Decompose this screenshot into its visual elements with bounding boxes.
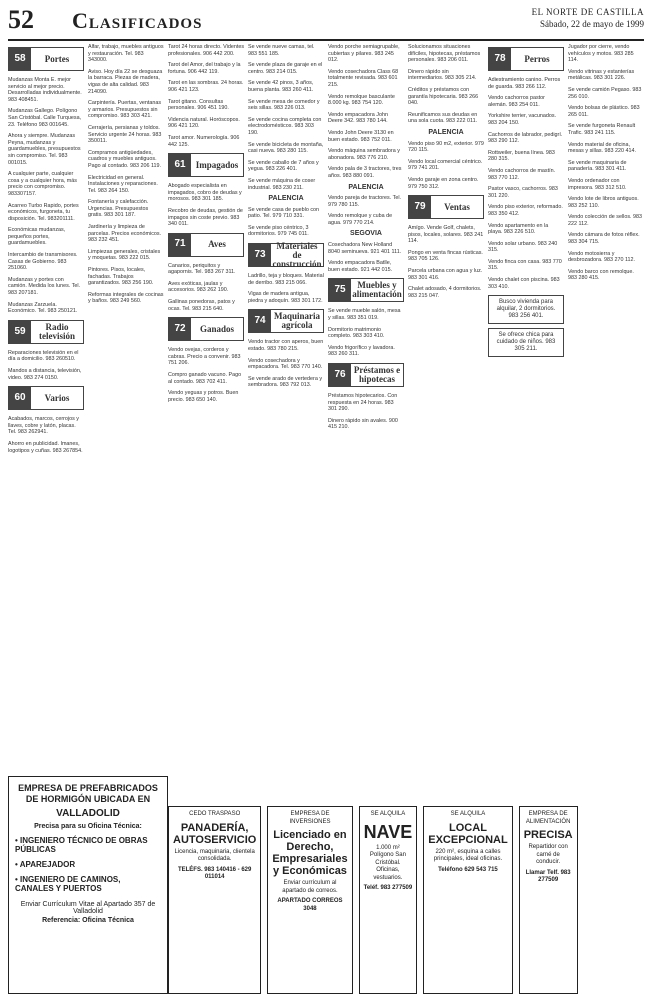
ad-body: Licencia, maquinaria, clientela consolidada.	[174, 848, 255, 862]
category-title: Muebles y alimentación	[352, 280, 402, 300]
listing: Créditos y préstamos con garantía hipotecaria. 983 266 040.	[408, 86, 479, 107]
listing: Cerrajería, persianas y toldos. Servicio urgente 24 horas. 983 350011.	[88, 124, 162, 145]
listing: Videncia natural. Horóscopos. 906 421 120.	[168, 116, 240, 130]
ad-body: Repartidor con carné de conducir.	[528, 844, 568, 865]
listing: Se vende arado de vertedera y sembradora. 983 792 013.	[248, 375, 323, 389]
display-ad	[267, 806, 352, 994]
listing: Adiestramiento canino. Perros de guarda. 983 266 112.	[488, 77, 561, 90]
advert-intro: Precisa para su Oficina Técnica:	[34, 823, 142, 830]
listing: Mudanzas Monta E. mejor servicio al mejor precio. Desarrolladas individualmente. 983 408451.	[8, 77, 82, 103]
page-header	[8, 5, 644, 41]
listing: Préstamos hipotecarios. Con respuesta en 24 horas. 983 301 290.	[328, 393, 398, 413]
listing: Reunificamos sus deudas en una sola cuota. 983 222 011.	[408, 111, 478, 125]
listing: Pongo en venta fincas rústicas. 983 705 126.	[408, 249, 483, 263]
listing: Vendo material de oficina, mesas y sillas. 983 220 414.	[568, 141, 637, 155]
listing: Vendo cachorros pastor alemán. 983 254 011.	[488, 95, 545, 108]
listing: Dinero rápido sin avales. 900 415 210.	[328, 417, 398, 431]
listing: Se vende furgoneta Renault Trafic. 983 241 115.	[568, 123, 636, 136]
category-number: 74	[249, 310, 271, 332]
job-advert	[8, 776, 168, 994]
listing: Vendo pala de 3 tractores, tres años. 983 880 091.	[328, 166, 402, 179]
listing: Tarot 24 horas directo. Videntes profesionales. 906 442 200.	[168, 44, 244, 57]
category-number: 75	[329, 279, 351, 301]
listing: Se vende plaza de garaje en el centro. 983 214 015.	[248, 62, 323, 75]
province-subhead: PALENCIA	[268, 195, 304, 203]
listing: Se vende maquinaria de panadería. 983 301 411.	[568, 159, 627, 173]
listing: Vendo finca con casa. 983 770 315.	[488, 258, 562, 272]
listing: Vendo cosechadora y empacadora. Tel. 983 770 140.	[248, 357, 323, 371]
listing: Ladrillo, teja y bloques. Material de derribo. 983 215 066.	[248, 273, 324, 286]
listing: Vendo remolque y cuba de agua. 979 770 214.	[328, 213, 393, 226]
listing: Vendo tractor con aperos, buen estado. 983 780 215.	[248, 339, 324, 353]
category-number: 78	[489, 48, 511, 70]
listing: Se vende mueble salón, mesa y sillas. 983 351 019.	[328, 308, 401, 322]
advert-heading: EMPRESA DE PREFABRICADOS DE HORMIGÓN UBICADA EN	[18, 783, 158, 804]
ad-title: PRECISA	[523, 829, 573, 841]
small-box-ad: Busco vivienda para alquilar, 2 dormitorios. 983 256 401.	[488, 295, 564, 324]
listing: Tarot en las sombras. 24 horas. 906 421 123.	[168, 80, 244, 93]
listing: Solucionamos situaciones difíciles, hipotecas, préstamos personales. 983 206 011.	[408, 44, 481, 64]
ad-top: EMPRESA DE ALIMENTACIÓN	[525, 811, 571, 825]
listing: Vendo ovejas, corderos y cabras. Precio a convenir. 983 751 206.	[168, 347, 241, 367]
listing: Yorkshire terrier, vacunados. 983 204 150.	[488, 113, 557, 126]
listing: Vendo máquina sembradora y abonadora. 983 776 210.	[328, 148, 400, 161]
listing: A cualquier parte, cualquier cosa y a cualquier hora, más precio con compromiso. 983307157.	[8, 171, 77, 197]
category-header	[8, 47, 84, 71]
ad-top: SE ALQUILA	[450, 811, 486, 817]
listing: Limpiezas generales, cristales y moquetas. 983 222 015.	[88, 248, 161, 262]
listing: Carpintería. Puertas, ventanas y armarios. Presupuestos sin compromiso. 983 303 421.	[88, 100, 162, 120]
ad-phone: Teléfono 629 543 715	[438, 866, 498, 873]
category-title: Ventas	[444, 201, 470, 212]
listing: Vendo yeguas y potros. Buen precio. 983 650 140.	[168, 390, 239, 403]
publication-date: Sábado, 22 de mayo de 1999	[540, 19, 644, 29]
listing: Dormitorio matrimonio completo. 983 303 410.	[328, 326, 385, 340]
listing: Amígo. Vende Golf, chalets, pisos, locales, solares. 983 241 114.	[408, 225, 484, 245]
listing: Tarot del Amor, del trabajo y la fortuna. 906 442 119.	[168, 62, 241, 75]
display-ad	[168, 806, 261, 994]
category-number: 76	[329, 364, 351, 386]
listing: Vendo porche semiagrupable, cubiertas y pilares. 983 245 012.	[328, 44, 400, 64]
listing: Pastor vasco, cachorros. 983 301 220.	[488, 186, 558, 199]
display-ad	[359, 806, 418, 994]
ad-body: 1.000 m² Polígono San Cristóbal. Oficinas, vestuarios.	[369, 844, 406, 881]
position-item: • INGENIERO DE CAMINOS, CANALES Y PUERTOS	[15, 875, 121, 893]
ad-phone: TELÉFS. 983 140416 - 629 011014	[177, 866, 252, 880]
listing: Recobro de deudas, gestión de impagos sin coste previo. 983 340 011.	[168, 207, 243, 228]
category-title: Aves	[208, 239, 226, 250]
listing: Se vende 42 pinos, 3 años, buena planta. 983 260 411.	[248, 80, 314, 93]
display-ad	[423, 806, 512, 994]
listing: Vendo bolsas de plástico. 983 265 011.	[568, 105, 640, 118]
ad-phone: APARTADO CORREOS 3048	[277, 898, 343, 912]
listing: Vendo vitrinas y estanterías metálicas. 983 301 226.	[568, 68, 635, 82]
listing: Cachorros de labrador, pedigrí. 983 290 112.	[488, 131, 563, 145]
category-number: 59	[9, 321, 31, 343]
listing: Vendo colección de sellos. 983 222 112.	[568, 214, 643, 227]
position-item: • INGENIERO TÉCNICO DE OBRAS PÚBLICAS	[15, 836, 148, 854]
listing: Mudanzas Zarzuela. Económico. Tel. 983 250121.	[8, 301, 78, 315]
listing: Tarot amor. Numerología. 906 442 125.	[168, 134, 240, 148]
ad-title: PANADERÍA, AUTOSERVICIO	[173, 821, 257, 846]
listing: Electricidad en general. Instalaciones y reparaciones. Tel. 983 264 150.	[88, 174, 158, 194]
listing: Vendo motosierra y desbrozadora. 983 270 112.	[568, 250, 636, 264]
listing: Ahorro en publicidad. Imanes, logotipos y cuñas. 983 267854.	[8, 440, 83, 454]
province-subhead: SEGOVIA	[350, 230, 382, 238]
page-number: 52	[8, 5, 34, 34]
listing: Vendo empacadora John Deere 342. 983 780 144.	[328, 111, 388, 125]
ad-phone: Teléf. 983 277509	[363, 885, 413, 891]
listing: Parcela urbana con agua y luz. 983 301 416.	[408, 268, 483, 281]
listing: Alfar, trabajo, muebles antiguos y restauración. Tel. 983 343000.	[88, 44, 164, 64]
listing: Aves exóticas, jaulas y accesorios. 983 262 190.	[168, 280, 229, 294]
listing: Se vende caballo de 7 años y yegua. 983 226 401.	[248, 159, 319, 173]
listing: Vendo ordenador con impresora. 983 312 510.	[568, 177, 627, 191]
category-title: Ganados	[199, 323, 234, 334]
listing: Fontanería y calefacción. Urgencias. Presupuestos gratis. 983 301 187.	[88, 199, 149, 219]
column-8	[568, 44, 644, 994]
category-header	[8, 386, 84, 410]
listing: Acarreo Turbo Rapido, portes económicos, furgoneta, tu disposición. Tel. 983201111.	[8, 202, 79, 222]
listing: Se vende camión Pegaso. 983 256 010.	[568, 86, 642, 100]
category-header	[168, 317, 244, 341]
category-header	[168, 153, 244, 177]
listing: Vendo frigorífico y lavadora. 983 260 311.	[328, 344, 395, 358]
display-ads-row	[168, 806, 573, 994]
listing: Jardinería y limpieza de parcelas. Precios económicos. 983 232 451.	[88, 224, 162, 244]
listing: Vendo local comercial céntrico. 979 741 201.	[408, 158, 483, 172]
listing: Dinero rápido sin intermediarios. 983 305 214.	[408, 68, 477, 82]
ad-title: Licenciado en Derecho, Empresariales y Económicas	[272, 829, 348, 877]
category-title: Radio televisión	[39, 321, 75, 341]
listing: Intercambio de transmisores. Casas de Gobierno. 983 251060.	[8, 252, 78, 272]
category-title: Impagados	[195, 159, 239, 170]
listing: Se vende bicicleta de montaña, casi nueva. 983 280 115.	[248, 141, 324, 155]
category-header	[488, 47, 564, 71]
ad-title: LOCAL EXCEPCIONAL	[428, 821, 508, 846]
category-title: Maquinaria agrícola	[273, 311, 320, 331]
category-number: 71	[169, 234, 191, 256]
listing: Gallinas ponedoras, patos y ocas. Tel. 983 215 640.	[168, 299, 235, 312]
category-header	[328, 363, 404, 387]
listing: Vendo garaje en zona centro. 979 750 312.	[408, 176, 479, 190]
listing: Se vende cocina completa con electrodomésticos. 983 303 190.	[248, 116, 322, 136]
category-header	[248, 309, 324, 333]
listing: Vendo barco con remolque. 983 280 415.	[568, 268, 634, 282]
category-title: Perros	[524, 53, 550, 64]
ad-top: SE ALQUILA	[370, 811, 406, 817]
listing: Vendo solar urbano. 983 240 315.	[488, 240, 558, 254]
ad-top: CEDO TRASPASO	[189, 811, 241, 817]
listing: Se vende máquina de coser industrial. 983 230 211.	[248, 177, 316, 191]
ad-body: Enviar currículum al apartado de correos.	[282, 880, 338, 894]
ad-title: NAVE	[363, 821, 413, 842]
listing: Ahora y siempre. Mudanzas Peyna, mudanzas y guardamuebles, presupuestos sin compromiso. Tel. 983 001015.	[8, 133, 81, 166]
listing: Chalet adosado, 4 dormitorios. 983 215 047.	[408, 286, 482, 299]
category-header	[248, 240, 324, 269]
small-box-ad: Se ofrece chica para cuidado de niños. 983 305 211.	[488, 328, 564, 357]
listing: Vendo cámara de fotos réflex. 983 304 715.	[568, 232, 640, 246]
listing: Mudanzas Gallego. Polígono San Cristóbal. Calle Turquesa, 23. Teléfono 983 001645.	[8, 108, 82, 128]
category-number: 60	[9, 387, 31, 409]
listing: Vendo pareja de tractores. Tel. 979 780 115.	[328, 195, 402, 208]
category-title: Préstamos e hipotecas	[353, 365, 401, 384]
listing: Pintores. Pisos, locales, fachadas. Trabajos garantizados. 983 256 190.	[88, 267, 154, 287]
listing: Reparaciones televisión en el día a domicilio. 983 260510.	[8, 349, 79, 363]
category-header	[408, 195, 484, 219]
category-number: 73	[249, 244, 271, 266]
listing: Rottweiler, buena línea. 983 280 315.	[488, 149, 555, 163]
category-header	[8, 320, 84, 344]
listing: Aviso. Hoy día 22 se desguaza la barraca. Piezas de madera, vigas de alta calidad. 983 214090.	[88, 68, 163, 95]
listing: Compro ganado vacuno. Pago al contado. 983 702 411.	[168, 372, 242, 385]
ad-phone: Llamar Telf. 983 277509	[525, 869, 571, 883]
listing: Vendo piso 90 m2, exterior. 979 720 115.	[408, 140, 484, 154]
listing: Vendo chalet con piscina. 983 303 410.	[488, 277, 560, 290]
category-title: Varios	[44, 392, 70, 403]
listing: Compramos antigüedades, cuadros y muebles antiguos. Pago al contado. 983 206 119.	[88, 149, 162, 169]
category-title: Portes	[44, 53, 70, 64]
section-title: Clasificados	[72, 8, 203, 33]
province-subhead: PALENCIA	[348, 183, 384, 191]
listing: Vendo empacadora Batlle, buen estado. 921 442 015.	[328, 260, 393, 273]
listing: Se vende mesa de comedor y seis sillas. 983 226 013.	[248, 98, 320, 112]
category-number: 72	[169, 318, 191, 340]
category-number: 79	[409, 196, 431, 218]
listing: Vendo lote de libros antiguos. 983 252 110.	[568, 196, 639, 209]
listing: Se vende casa de pueblo con patio. Tel. 979 710 331.	[248, 206, 320, 220]
listing: Canarios, periquitos y agapornis. Tel. 983 267 311.	[168, 262, 236, 276]
newspaper-name: EL NORTE DE CASTILLA	[531, 7, 644, 17]
listing: Reformas integrales de cocinas y baños. 983 249 560.	[88, 291, 164, 305]
province-subhead: PALENCIA	[428, 128, 464, 136]
listing: Mandos a distancia, televisión, video. 983 274 0150.	[8, 368, 82, 381]
category-header	[168, 233, 244, 257]
listing: Vendo John Deere 3130 en buen estado. 983 752 011.	[328, 129, 394, 143]
listing: Vendo apartamento en la playa. 983 226 510.	[488, 222, 549, 236]
listing: Acabados, marcos, cerrojos y llaves, cobre y latón, placas. Tel. 983 262941.	[8, 416, 80, 436]
listing: Vendo piso exterior, reformado. 983 350 412.	[488, 204, 563, 217]
listing: Jugador por cierre, vendo vehículos y motos. 983 285 114.	[568, 44, 634, 64]
display-ad	[519, 806, 578, 994]
listing: Se vende nueve camas, tel. 983 551 185.	[248, 44, 315, 57]
category-number: 61	[169, 154, 191, 176]
listing: Vendo cosechadora Class 68 totalmente revisada. 983 601 215.	[328, 68, 399, 88]
listing: Mudanzas y portes con camión. Medida los lunes. Tel. 983 207181.	[8, 276, 81, 297]
advert-footer: Enviar Currículum Vitae al Apartado 357 de Valladolid	[20, 901, 156, 915]
ad-body: 220 m², esquina a calles principales, ideal oficinas.	[433, 848, 503, 862]
listing: Tarot gitano. Consultas personales. 906 451 190.	[168, 98, 229, 112]
category-title: Materiales de construcción	[272, 240, 322, 269]
category-number: 58	[9, 48, 31, 70]
advert-city: VALLADOLID	[56, 808, 120, 819]
listing: Vigas de madera antigua, piedra y adoquín. 983 301 172.	[248, 291, 323, 304]
position-item: • APAREJADOR	[15, 860, 76, 869]
listing: Económicas mudanzas, pequeños portes, guardamuebles.	[8, 227, 66, 247]
advert-reference: Referencia: Oficina Técnica	[42, 917, 134, 924]
listing: Vendo remolque basculante 8.000 kg. 983 754 120.	[328, 93, 395, 107]
listing: Vendo cachorros de mastín. 983 770 112.	[488, 167, 556, 181]
listing: Cosechadora New Holland 8040 seminueva. 921 401 111.	[328, 242, 402, 255]
listing: Abogado especialista en impagados, cobro de deudas y morosos. 983 301 185.	[168, 183, 242, 203]
listing: Se vende piso céntrico, 3 dormitorios. 979 745 011.	[248, 224, 309, 238]
ad-top: EMPRESA DE INVERSIONES	[289, 811, 331, 825]
category-header	[328, 278, 404, 302]
